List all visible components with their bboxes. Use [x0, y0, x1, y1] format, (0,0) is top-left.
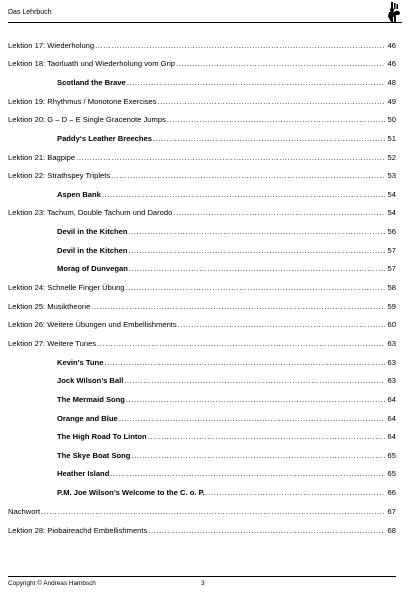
- dot-leader: [124, 376, 385, 385]
- toc-entry-title: P.M. Joe Wilson’s Welcome to the C. o. P.: [57, 488, 205, 497]
- toc-page-number: 57: [387, 246, 396, 255]
- toc-entry-title: Lektion 19: Rhythmus / Monotone Exercises: [8, 97, 157, 106]
- dot-leader: [110, 469, 385, 478]
- toc-page-number: 56: [387, 227, 396, 236]
- toc-entry-title: Devil in the Kitchen: [57, 246, 128, 255]
- toc-page-number: 46: [387, 59, 396, 68]
- toc-tune-entry: [8, 488, 396, 498]
- dot-leader: [129, 264, 385, 273]
- toc-entry-title: Kevin’s Tune: [57, 358, 104, 367]
- toc-page-number: 50: [387, 115, 396, 124]
- dot-leader: [126, 283, 385, 292]
- toc-tune-entry: [8, 78, 396, 88]
- toc-entry-title: Lektion 24: Schnelle Finger Übung: [8, 283, 125, 292]
- toc-entry-title: Devil in the Kitchen: [57, 227, 128, 236]
- toc-page-number: 63: [387, 376, 396, 385]
- dot-leader: [167, 115, 385, 124]
- toc-page-number: 63: [387, 358, 396, 367]
- toc-tune-entry: [8, 134, 396, 144]
- footer-copyright: Copyright © Andreas Hambsch: [8, 580, 96, 587]
- toc-entry-title: Lektion 20: G – D – E Single Gracenote Jumps: [8, 115, 166, 124]
- toc-page-number: 57: [387, 264, 396, 273]
- toc-page-number: 66: [387, 488, 396, 497]
- toc-page-number: 63: [387, 339, 396, 348]
- toc-entry-title: Aspen Bank: [57, 190, 101, 199]
- toc-lesson-entry: [8, 507, 396, 517]
- toc-page-number: 60: [387, 320, 396, 329]
- toc-entry-title: Scotland the Brave: [57, 78, 126, 87]
- header-title: Das Lehrbuch: [8, 9, 52, 16]
- toc-page-number: 49: [387, 97, 396, 106]
- toc-entry-title: Lektion 21: Bagpipe: [8, 153, 76, 162]
- toc-tune-entry: [8, 432, 396, 442]
- footer-page-number: 3: [201, 580, 205, 587]
- toc-page-number: 65: [387, 451, 396, 460]
- toc-entry-title: Lektion 23: Tachum, Double Tachum und Darodo: [8, 208, 173, 217]
- toc-page-number: 64: [387, 395, 396, 404]
- toc-lesson-entry: [8, 302, 396, 312]
- toc-tune-entry: [8, 190, 396, 200]
- toc-lesson-entry: [8, 97, 396, 107]
- toc-entry-title: Lektion 27: Weitere Tunes: [8, 339, 97, 348]
- toc-page-number: 58: [387, 283, 396, 292]
- toc-entry-title: The Skye Boat Song: [57, 451, 131, 460]
- toc-entry-title: Lektion 26: Weitere Übungen und Embellishments: [8, 320, 177, 329]
- toc-entry-title: Nachwort: [8, 507, 41, 516]
- toc-page-number: 52: [387, 153, 396, 162]
- toc-lesson-entry: [8, 339, 396, 349]
- dot-leader: [128, 227, 385, 236]
- dot-leader: [119, 414, 385, 423]
- toc-entry-title: The High Road To Linton: [57, 432, 147, 441]
- toc-page-number: 53: [387, 171, 396, 180]
- toc-lesson-entry: [8, 283, 396, 293]
- toc-page-number: 51: [387, 134, 396, 143]
- dot-leader: [102, 190, 385, 199]
- toc-lesson-entry: [8, 41, 396, 51]
- toc-page-number: 46: [387, 41, 396, 50]
- toc-lesson-entry: [8, 526, 396, 536]
- toc-lesson-entry: [8, 208, 396, 218]
- dot-leader: [126, 395, 385, 404]
- toc-entry-title: Jock Wilson’s Ball: [57, 376, 124, 385]
- toc-lesson-entry: [8, 171, 396, 181]
- toc-entry-title: Lektion 22: Strathspey Triplets: [8, 171, 111, 180]
- toc-tune-entry: [8, 227, 396, 237]
- dot-leader: [111, 171, 385, 180]
- page-footer: [8, 576, 396, 587]
- dot-leader: [76, 153, 385, 162]
- toc-page-number: 64: [387, 414, 396, 423]
- toc-tune-entry: [8, 246, 396, 256]
- dot-leader: [128, 246, 385, 255]
- toc-tune-entry: [8, 395, 396, 405]
- toc-entry-title: Orange and Blue: [57, 414, 118, 423]
- toc-tune-entry: [8, 469, 396, 479]
- bagpiper-logo-icon: [385, 1, 402, 22]
- dot-leader: [104, 358, 385, 367]
- page-header: [8, 5, 402, 23]
- toc-page-number: 64: [387, 432, 396, 441]
- toc-entry-title: Lektion 28: Piobaireachd Embellishments: [8, 526, 148, 535]
- dot-leader: [176, 59, 385, 68]
- toc-entry-title: Lektion 25: Musiktheorie: [8, 302, 91, 311]
- toc-entry-title: Lektion 17: Wiederholung: [8, 41, 95, 50]
- toc-tune-entry: [8, 376, 396, 386]
- toc-tune-entry: [8, 451, 396, 461]
- toc-entry-title: Paddy‘s Leather Breeches: [57, 134, 152, 143]
- toc-tune-entry: [8, 358, 396, 368]
- toc-page-number: 68: [387, 526, 396, 535]
- toc-page-number: 59: [387, 302, 396, 311]
- dot-leader: [173, 208, 385, 217]
- toc-tune-entry: [8, 414, 396, 424]
- toc-entry-title: Morag of Dunvegan: [57, 264, 128, 273]
- toc-entry-title: Heather Island: [57, 469, 110, 478]
- dot-leader: [206, 488, 385, 497]
- toc-lesson-entry: [8, 153, 396, 163]
- dot-leader: [158, 97, 385, 106]
- toc-page-number: 54: [387, 190, 396, 199]
- toc-entry-title: Lektion 18: Taorluath und Wiederholung vom Grip: [8, 59, 176, 68]
- dot-leader: [148, 526, 385, 535]
- dot-leader: [41, 507, 385, 516]
- dot-leader: [131, 451, 385, 460]
- toc-lesson-entry: [8, 320, 396, 330]
- toc-page-number: 67: [387, 507, 396, 516]
- toc-lesson-entry: [8, 115, 396, 125]
- dot-leader: [127, 78, 385, 87]
- toc-tune-entry: [8, 264, 396, 274]
- toc-page-number: 48: [387, 78, 396, 87]
- toc-entry-title: The Mermaid Song: [57, 395, 125, 404]
- dot-leader: [148, 432, 385, 441]
- dot-leader: [178, 320, 385, 329]
- dot-leader: [153, 134, 385, 143]
- dot-leader: [97, 339, 385, 348]
- dot-leader: [95, 41, 385, 50]
- toc-page-number: 54: [387, 208, 396, 217]
- toc-page-number: 65: [387, 469, 396, 478]
- toc-lesson-entry: [8, 59, 396, 69]
- dot-leader: [91, 302, 385, 311]
